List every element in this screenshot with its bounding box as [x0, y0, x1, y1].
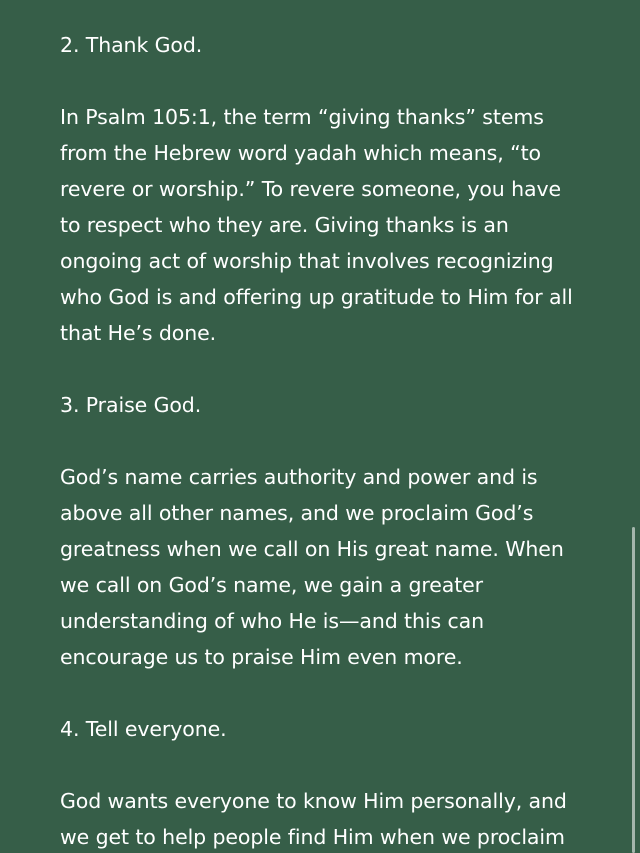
paragraph-line: encourage us to praise Him even more.	[60, 645, 463, 669]
paragraph-line: to respect who they are. Giving thanks is an	[60, 213, 509, 237]
paragraph-line: we call on God’s name, we gain a greater	[60, 573, 484, 597]
section-heading-tell-everyone: 4. Tell everyone.	[60, 717, 227, 741]
paragraph-line: that He’s done.	[60, 321, 217, 345]
paragraph-praise-god	[60, 459, 620, 675]
paragraph-line: ongoing act of worship that involves recognizing	[60, 249, 554, 273]
vertical-scrollbar[interactable]	[632, 527, 635, 853]
paragraph-line: above all other names, and we proclaim God’s	[60, 501, 534, 525]
paragraph-spacer	[60, 747, 620, 783]
paragraph-spacer	[60, 63, 620, 99]
paragraph-thank-god	[60, 99, 620, 351]
paragraph-line: God’s name carries authority and power and is	[60, 465, 538, 489]
paragraph-spacer	[60, 675, 620, 711]
article-body	[60, 27, 620, 853]
paragraph-line: revere or worship.” To revere someone, you have	[60, 177, 562, 201]
paragraph-line: we get to help people find Him when we proclaim	[60, 825, 565, 849]
paragraph-line: God wants everyone to know Him personally, and	[60, 789, 567, 813]
section-heading-praise-god: 3. Praise God.	[60, 393, 202, 417]
paragraph-line: who God is and offering up gratitude to Him for all	[60, 285, 573, 309]
paragraph-line: understanding of who He is—and this can	[60, 609, 484, 633]
paragraph-tell-everyone	[60, 783, 620, 853]
paragraph-line: greatness when we call on His great name. When	[60, 537, 564, 561]
paragraph-spacer	[60, 351, 620, 387]
paragraph-line: from the Hebrew word yadah which means, “to	[60, 141, 541, 165]
paragraph-spacer	[60, 423, 620, 459]
section-heading-thank-god: 2. Thank God.	[60, 33, 203, 57]
paragraph-line: In Psalm 105:1, the term “giving thanks” stems	[60, 105, 544, 129]
